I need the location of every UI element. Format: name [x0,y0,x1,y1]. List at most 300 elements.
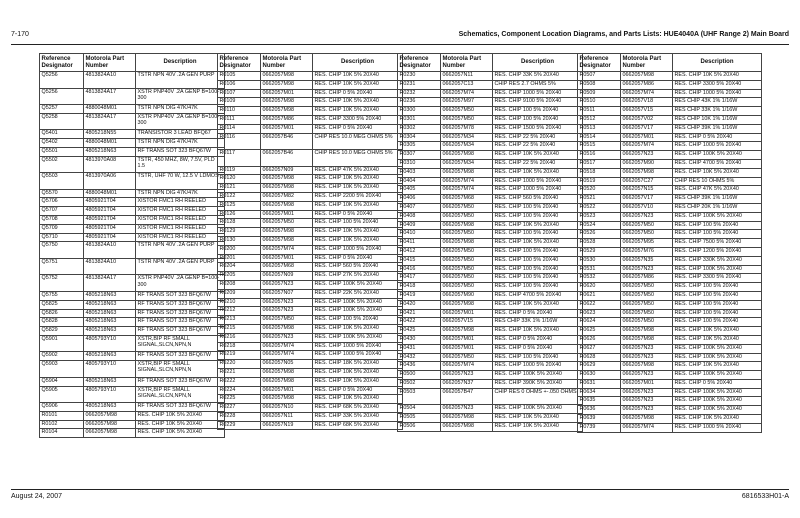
part-number-cell: 0662057M98 [441,300,493,309]
part-number-cell: 0662057M01 [261,254,313,263]
table-row [578,335,762,344]
ref-designator-cell: R0200 [218,245,261,254]
table-row [398,203,583,212]
part-number-cell: 0662057M98 [441,221,493,230]
description-cell: TSTR NPN 40V .2A GEN PURP [136,72,225,89]
ref-designator-cell: Q5401 [40,130,84,139]
ref-designator-cell: R0512 [578,115,621,124]
table-row [398,107,583,116]
ref-designator-cell: R0528 [578,239,621,248]
table-row [40,275,225,292]
table-row [218,307,403,316]
description-cell: CHIP RES 10.0 MEG OHMS 5% [313,150,403,167]
description-cell: RF TRANS SOT 323 BFQ67W [136,147,225,156]
part-number-cell: 0662057N11 [441,72,493,81]
part-number-cell: 4805921T04 [84,216,136,225]
part-number-cell: 0662057M98 [621,72,673,81]
table-row [398,283,583,292]
table-row [218,236,403,245]
part-number-cell: 4880048M01 [84,139,136,148]
description-cell: RES. CHIP 10K 5% 20X40 [136,411,225,420]
table-row [398,98,583,107]
ref-designator-cell: R0411 [398,239,441,248]
description-cell: RES CHIP 10K 1% 1/16W [673,115,762,124]
description-cell: RF TRANS SOT 323 BFQ67W [136,403,225,412]
table-row [40,327,225,336]
table-row [398,168,583,177]
part-number-cell: 4805218N63 [84,309,136,318]
description-cell: RES. CHIP 100K 5% 20X40 [673,151,762,160]
table-row [398,221,583,230]
part-number-cell: 0662057M90 [621,159,673,168]
part-number-cell: 4813824A17 [84,88,136,105]
table-row [40,377,225,386]
description-cell: RES. CHIP 27K 5% 20X40 [313,272,403,281]
ref-designator-cell: R0516 [578,151,621,160]
table-row [578,406,762,415]
ref-designator-cell: Q5901 [40,335,84,352]
description-cell: RES. CHIP 1200 5% 20X40 [673,247,762,256]
description-cell: RES. CHIP 390K 5% 20X40 [493,379,583,388]
part-number-cell: 0662057M01 [261,89,313,98]
table-row [398,142,583,151]
description-cell: RES. CHIP 10K 5% 20X40 [313,236,403,245]
description-cell: RES. CHIP 4700 5% 20X40 [493,291,583,300]
description-cell: RES. CHIP 0 5% 20X40 [493,309,583,318]
description-cell: RES. CHIP 22 5% 20X40 [493,142,583,151]
part-number-cell: 0662057M50 [621,283,673,292]
ref-designator-cell: R0517 [578,159,621,168]
table-row [218,98,403,107]
part-number-cell: 0662057V02 [621,115,673,124]
part-number-cell: 0662057M86 [261,115,313,124]
table-row [40,300,225,309]
part-number-cell: 4805218N63 [84,291,136,300]
ref-designator-cell: R0222 [218,377,261,386]
description-cell: RES. CHIP 0 5% 20X40 [673,379,762,388]
ref-designator-cell: R0510 [578,98,621,107]
ref-designator-cell: R0104 [40,429,84,438]
ref-designator-cell: R0128 [218,219,261,228]
ref-designator-cell: R0404 [398,177,441,186]
table-row [398,265,583,274]
part-number-cell: 4805218N63 [84,318,136,327]
description-cell: RES. CHIP 10K 5% 20X40 [493,300,583,309]
table-row [40,216,225,225]
table-row [578,274,762,283]
part-number-cell: 0662057M98 [261,395,313,404]
table-row [40,147,225,156]
part-number-cell: 0662057M74 [441,177,493,186]
ref-designator-cell: R0529 [578,247,621,256]
table-row [398,124,583,133]
part-number-cell: 0662057V10 [621,203,673,212]
part-number-cell: 4805921T04 [84,198,136,207]
part-number-cell: 0662057N19 [261,421,313,430]
description-cell: RF TRANS SOT 323 BFQ67W [136,318,225,327]
table-row [578,256,762,265]
table-row [218,333,403,342]
table-row [218,89,403,98]
description-cell: RES. CHIP 100 5% 20X40 [313,316,403,325]
description-cell: TRANSISTOR 3 LEAD BFQ67 [136,130,225,139]
ref-designator-cell: R0119 [218,166,261,175]
table-row [398,327,583,336]
part-number-cell: 0662057M50 [441,107,493,116]
ref-designator-cell: R0208 [218,280,261,289]
part-number-cell: 0662057M98 [261,107,313,116]
part-number-cell: 4813970A06 [84,173,136,190]
ref-designator-cell: R0125 [218,201,261,210]
part-number-cell: 0662057M50 [441,256,493,265]
description-cell: RES. CHIP 100 5% 20X40 [673,318,762,327]
part-number-cell: 4805218N63 [84,377,136,386]
ref-designator-cell: R0416 [398,265,441,274]
table-row [40,242,225,259]
part-number-cell: 0662057M98 [441,168,493,177]
table-row [578,133,762,142]
description-cell: RES. CHIP 1000 5% 20X40 [673,89,762,98]
ref-designator-cell: R0504 [398,405,441,414]
part-number-cell: 0662057M98 [261,72,313,81]
part-number-cell: 0662057M50 [441,212,493,221]
description-cell: XSTR PNP40V .2A GENP B=100-300 [136,88,225,105]
ref-designator-cell: R0621 [578,291,621,300]
description-cell: RES. CHIP 10K 5% 20X40 [493,239,583,248]
part-number-cell: 0662057N23 [621,265,673,274]
table-row [218,80,403,89]
ref-designator-cell: R0110 [218,107,261,116]
table-row [398,151,583,160]
table-row [218,72,403,81]
ref-designator-cell: R0230 [398,72,441,81]
ref-designator-cell: R0215 [218,324,261,333]
ref-designator-cell: R0406 [398,195,441,204]
part-number-cell: 0662057M97 [441,98,493,107]
description-cell: TSTR NPN DIG 47K/47K [136,105,225,114]
ref-designator-cell: R0506 [398,422,441,431]
description-cell: RES. CHIP 100 5% 20X40 [493,274,583,283]
part-number-cell: 0662057M34 [441,159,493,168]
table-row [578,344,762,353]
table-row [40,420,225,429]
table-row [218,368,403,377]
ref-designator-cell: R0622 [578,300,621,309]
description-cell: RES. CHIP 10K 5% 20X40 [313,98,403,107]
part-number-cell: 0662057M90 [441,291,493,300]
part-number-cell: 0662057N23 [261,298,313,307]
description-cell: XSTR,BIP RF SMALL SIGNAL,SLCN,NPN,N [136,386,225,403]
description-cell: RES. CHIP 1000 5% 20X40 [313,351,403,360]
header-rule [11,44,789,45]
table-row [578,98,762,107]
footer-date: August 24, 2007 [11,493,62,500]
parts-table-3 [397,53,583,432]
part-number-cell: 0662057M98 [441,413,493,422]
description-cell: RES. CHIP 100K 5% 20X40 [673,371,762,380]
description-cell: RES. CHIP 47K 5% 20X40 [313,166,403,175]
table-row [578,415,762,424]
ref-designator-cell: R0532 [578,274,621,283]
ref-designator-cell: Q5710 [40,233,84,242]
ref-designator-cell: R0507 [578,72,621,81]
description-cell: TSTR, UHF 70 W, 12.5 V LDMOS [136,173,225,190]
ref-designator-cell: Q5751 [40,258,84,275]
table-row [218,404,403,413]
table-row [398,291,583,300]
table-row [218,201,403,210]
part-number-cell: 0662057B47 [441,388,493,405]
table-row [40,309,225,318]
description-cell: RES. CHIP 1000 5% 20X40 [493,362,583,371]
table-row [218,289,403,298]
description-cell: RES. CHIP 100K 5% 20X40 [673,353,762,362]
description-cell: RES. CHIP 10K 5% 20X40 [673,415,762,424]
part-number-cell: 0662057N23 [261,333,313,342]
ref-designator-cell: R0635 [578,397,621,406]
table-row [578,265,762,274]
ref-designator-cell: R0500 [398,371,441,380]
ref-designator-cell: Q5755 [40,291,84,300]
part-number-cell: 0662057M01 [261,124,313,133]
ref-designator-cell: R0213 [218,316,261,325]
table-row [398,274,583,283]
part-number-cell: 4813824A17 [84,113,136,130]
part-number-cell: 0662057M98 [441,239,493,248]
description-cell: RES. CHIP 100K 5% 20X40 [673,344,762,353]
part-number-cell: 0662057M50 [621,300,673,309]
description-cell: RES. CHIP 2200 5% 20X40 [313,192,403,201]
table-row [40,207,225,216]
description-cell: XISTOR FMC1 RH REELED [136,233,225,242]
table-row [218,245,403,254]
ref-designator-cell: R0122 [218,192,261,201]
table-row [578,203,762,212]
table-row [398,379,583,388]
ref-designator-cell: R0409 [398,221,441,230]
description-cell: RES. CHIP 10K 5% 20X40 [673,362,762,371]
description-cell: RES. CHIP 560 5% 20X40 [313,263,403,272]
ref-designator-cell: R0407 [398,203,441,212]
description-cell: RES. CHIP 1500 5% 20X40 [493,124,583,133]
description-cell: CHIP RES 10 OHMS 5% [673,177,762,186]
table-row [218,133,403,150]
footer-rule [11,489,789,490]
part-number-cell: 0662057M01 [621,133,673,142]
description-cell: RES. CHIP 100K 5% 20X40 [493,405,583,414]
description-cell: RES. CHIP 100 5% 20X40 [493,283,583,292]
description-cell: CHIP RES 2.7 OHMS 5% [493,80,583,89]
ref-designator-cell: R0514 [578,133,621,142]
table-row [398,80,583,89]
table-row [578,151,762,160]
ref-designator-cell: R0422 [398,318,441,327]
table-row [398,159,583,168]
table-row [398,247,583,256]
ref-designator-cell: R0305 [398,142,441,151]
footer-doc-number: 6816533H01-A [741,493,789,500]
description-cell: RES CHIP 20K 1% 1/16W [673,203,762,212]
table-row [218,386,403,395]
table-row [218,280,403,289]
part-number-cell: 4805793Y10 [84,335,136,352]
part-number-cell: 0662057M50 [441,247,493,256]
ref-designator-cell: R0412 [398,247,441,256]
ref-designator-cell: R0522 [578,203,621,212]
ref-designator-cell: R0505 [398,413,441,422]
part-number-cell: 0662057M50 [441,203,493,212]
ref-designator-cell: R0307 [398,151,441,160]
description-cell: RES. CHIP 1000 5% 20X40 [493,89,583,98]
ref-designator-cell: R0227 [218,404,261,413]
part-col-header: Motorola Part Number [261,54,313,72]
part-number-cell: 0662057M01 [261,386,313,395]
part-number-cell: 0662057M98 [261,236,313,245]
part-number-cell: 0662057N05 [261,360,313,369]
ref-designator-cell: R0432 [398,353,441,362]
description-cell: RES. CHIP 100K 5% 20X40 [673,212,762,221]
part-number-cell: 4813824A10 [84,258,136,275]
ref-designator-cell: R0530 [578,256,621,265]
description-cell: RES. CHIP 9100 5% 20X40 [493,98,583,107]
table-header-row [398,54,583,72]
description-cell: RES. CHIP 10K 5% 20X40 [673,168,762,177]
part-number-cell: 0662057M50 [441,274,493,283]
ref-designator-cell: Q5826 [40,309,84,318]
table-row [578,177,762,186]
table-row [218,272,403,281]
part-number-cell: 0662057B46 [261,150,313,167]
table-row [40,130,225,139]
part-number-cell: 0662057C27 [621,177,673,186]
part-number-cell: 0662057M98 [84,420,136,429]
table-row [218,124,403,133]
ref-designator-cell: R0410 [398,230,441,239]
table-row [40,335,225,352]
ref-designator-cell: R0107 [218,89,261,98]
description-cell: RES. CHIP 10K 5% 20X40 [673,72,762,81]
table-header-row [40,54,225,72]
table-row [578,72,762,81]
part-number-cell: 0662057M74 [261,342,313,351]
description-cell: RES. CHIP 10K 5% 20X40 [313,184,403,193]
ref-designator-cell: R0117 [218,150,261,167]
ref-designator-cell: R0219 [218,351,261,360]
description-cell: XISTOR FMC1 RH REELED [136,216,225,225]
description-cell: XSTR PNP40V .2A GENP B=100-300 [136,275,225,292]
table-row [218,298,403,307]
part-number-cell: 0662057M98 [261,201,313,210]
table-row [40,352,225,361]
ref-designator-cell: R0116 [218,133,261,150]
description-cell: TSTR NPN DIG 47K/47K [136,139,225,148]
ref-designator-cell: R0431 [398,344,441,353]
part-number-cell: 0662057V17 [621,124,673,133]
description-cell: RES. CHIP 100K 5% 20X40 [673,406,762,415]
description-cell: RES. CHIP 0 5% 20X40 [493,344,583,353]
part-number-cell: 4880048M01 [84,105,136,114]
description-cell: CHIP RES 0 OHMS +-.050 OHMS [493,388,583,405]
description-cell: RES. CHIP 0 5% 20X40 [313,254,403,263]
ref-designator-cell: R0519 [578,177,621,186]
description-cell: RES. CHIP 22 5% 20X40 [493,159,583,168]
description-cell: XSTR PNP40V .2A GENP B=100-300 [136,113,225,130]
part-number-cell: 4805218N63 [84,327,136,336]
ref-designator-cell: R0520 [578,186,621,195]
description-cell: RES. CHIP 10K 5% 20X40 [493,221,583,230]
description-cell: RES. CHIP 560 5% 20X40 [493,195,583,204]
ref-designator-cell: R0228 [218,412,261,421]
description-cell: RES. CHIP 1000 5% 20X40 [673,142,762,151]
description-cell: RES. CHIP 0 5% 20X40 [673,133,762,142]
description-cell: RES. CHIP 100K 5% 20X40 [313,280,403,289]
part-number-cell: 0662057M98 [84,411,136,420]
description-cell: RF TRANS SOT 323 BFQ67W [136,300,225,309]
table-row [40,72,225,89]
description-cell: RES. CHIP 1000 5% 20X40 [313,342,403,351]
description-cell: RES. CHIP 22K 5% 20X40 [313,289,403,298]
description-cell: RES. CHIP 10K 5% 20X40 [673,327,762,336]
part-number-cell: 4880048M01 [84,189,136,198]
table-row [578,247,762,256]
part-number-cell: 0662057M34 [441,133,493,142]
description-cell: RES. CHIP 10K 5% 20X40 [493,327,583,336]
ref-designator-cell: R0626 [578,335,621,344]
table-row [578,309,762,318]
description-cell: RES. CHIP 10K 5% 20X40 [313,107,403,116]
description-cell: RES. CHIP 3300 5% 20X40 [673,274,762,283]
table-row [218,324,403,333]
ref-designator-cell: Q5829 [40,327,84,336]
ref-designator-cell: Q5905 [40,386,84,403]
ref-designator-cell: R0405 [398,186,441,195]
description-cell: XISTOR FMC1 RH REELED [136,198,225,207]
table-row [398,422,583,431]
table-row [40,318,225,327]
part-number-cell: 0662057M86 [621,80,673,89]
part-number-cell: 0662057M98 [441,422,493,431]
desc-col-header: Description [493,54,583,72]
ref-designator-cell: Q5502 [40,156,84,173]
ref-col-header: Reference Designator [218,54,261,72]
ref-designator-cell: Q5707 [40,207,84,216]
part-number-cell: 0662057N23 [621,353,673,362]
ref-designator-cell: Q5828 [40,318,84,327]
ref-designator-cell: R0304 [398,133,441,142]
description-cell: TSTR NPN DIG 47K/47K [136,189,225,198]
table-row [218,210,403,219]
part-number-cell: 0662057M74 [621,423,673,432]
part-number-cell: 0662057M74 [441,186,493,195]
description-cell: RES. CHIP 68K 5% 20X40 [313,404,403,413]
description-cell: RES. CHIP 100K 5% 20X40 [673,265,762,274]
part-number-cell: 4805218N55 [84,130,136,139]
description-cell: RES. CHIP 7500 5% 20X40 [673,239,762,248]
ref-designator-cell: R0120 [218,175,261,184]
ref-designator-cell: R0739 [578,423,621,432]
ref-designator-cell: R0205 [218,272,261,281]
part-number-cell: 4805218N63 [84,352,136,361]
part-number-cell: 0662057N11 [261,412,313,421]
part-number-cell: 0662057M74 [261,351,313,360]
description-cell: RF TRANS SOT 323 BFQ67W [136,377,225,386]
description-cell: RES. CHIP 10K 5% 20X40 [136,429,225,438]
ref-designator-cell: R0636 [578,406,621,415]
table-row [578,353,762,362]
table-row [218,192,403,201]
ref-designator-cell: R0624 [578,318,621,327]
part-number-cell: 4805793Y10 [84,386,136,403]
